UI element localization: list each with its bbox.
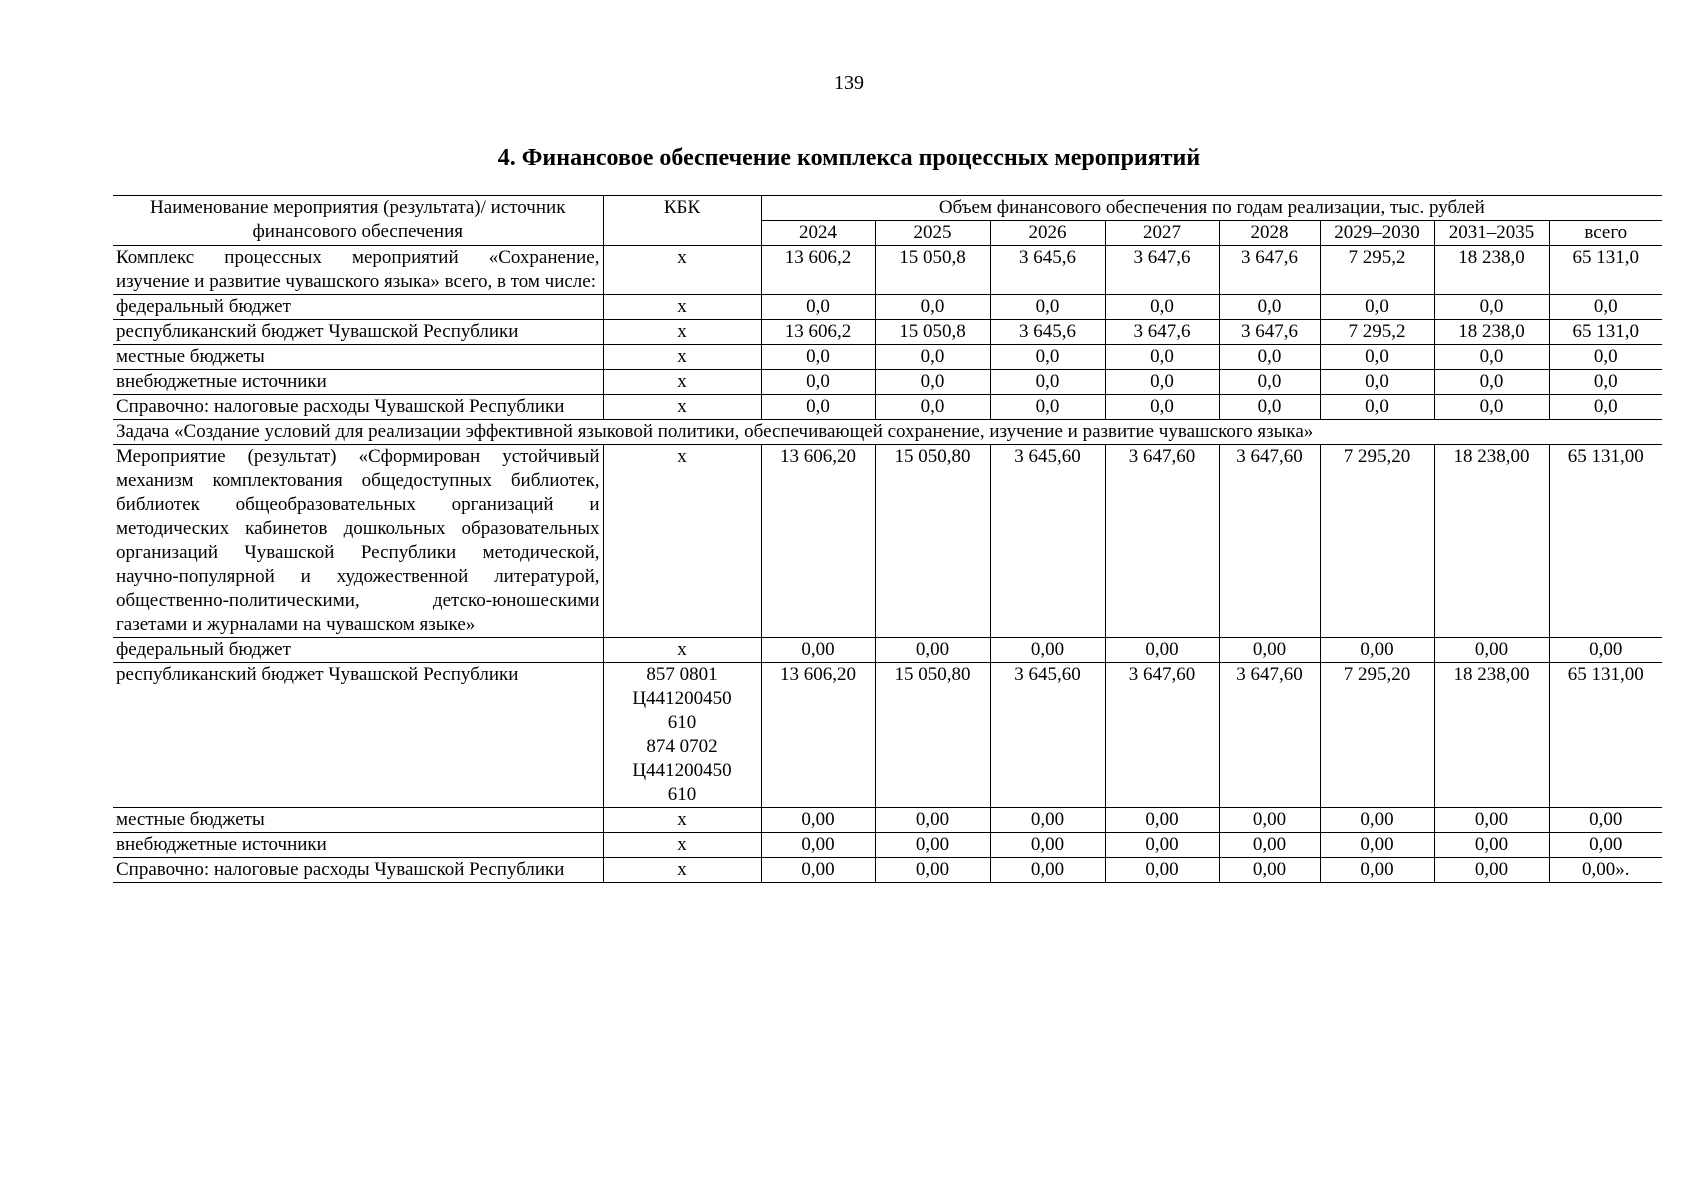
row-value: 0,00 [1105,833,1219,858]
row-value: 0,00 [1549,833,1662,858]
row-value: 0,0 [1434,295,1549,320]
table-row [113,246,1662,295]
page-number: 139 [834,72,864,94]
header-volume: Объем финансового обеспечения по годам реализации, тыс. рублей [761,196,1662,221]
row-value: 0,00 [1219,833,1320,858]
row-value: 0,0 [990,370,1105,395]
row-value: 0,00 [875,638,990,663]
kbk-line: 857 0801 [646,664,718,685]
row-value: 0,00 [1320,858,1434,883]
row-value: 0,00 [1549,638,1662,663]
row-value: 0,0 [1219,345,1320,370]
row-value: 0,00 [1434,858,1549,883]
row-value: 0,0 [875,345,990,370]
kbk-line: Ц441200450 [632,688,732,709]
row-value: 0,0 [1434,395,1549,420]
header-year: 2028 [1219,221,1320,246]
table-row [113,808,1662,833]
row-kbk: х [603,395,761,420]
row-value: 0,0 [1105,395,1219,420]
row-value: 18 238,00 [1434,445,1549,638]
header-row [113,196,1662,221]
row-name: республиканский бюджет Чувашской Республики [113,663,603,808]
row-value: 0,0 [875,370,990,395]
row-value: 65 131,0 [1549,320,1662,345]
row-value: 0,00 [1434,808,1549,833]
row-name: Справочно: налоговые расходы Чувашской Республики [113,858,603,883]
row-kbk: х [603,638,761,663]
row-value: 0,00 [1320,638,1434,663]
row-name: федеральный бюджет [113,295,603,320]
row-value: 7 295,20 [1320,445,1434,638]
row-value: 3 645,60 [990,663,1105,808]
row-value: 3 645,6 [990,320,1105,345]
row-value: 0,0 [1549,395,1662,420]
row-value: 0,0 [990,295,1105,320]
table-row [113,345,1662,370]
row-value: 0,00 [761,638,875,663]
task-title: Задача «Создание условий для реализации эффективной языковой политики, обеспечивающей сохранение, изучение и развитие чувашского языка» [113,420,1662,445]
row-name: Мероприятие (результат) «Сформирован устойчивый механизм комплектования общедоступных библиотек, библиотек общеобразовательных организаций и методических кабинетов дошкольных образовательных организаций Чувашской Республики методической, научно-популярной и художественной литературой, общественно-политическими, детско-юношескими газетами и журналами на чувашском языке» [113,445,603,638]
row-value: 0,0 [761,395,875,420]
header-name: Наименование мероприятия (результата)/ источник финансового обеспечения [113,196,603,246]
row-value: 3 645,6 [990,246,1105,295]
row-name: федеральный бюджет [113,638,603,663]
row-name: внебюджетные источники [113,370,603,395]
row-value: 0,0 [875,395,990,420]
row-value: 13 606,2 [761,320,875,345]
row-value: 0,00 [1549,808,1662,833]
row-value: 0,0 [1320,370,1434,395]
table-row [113,370,1662,395]
row-value: 0,0 [1320,395,1434,420]
kbk-line: 874 0702 [646,736,718,757]
row-value: 7 295,2 [1320,246,1434,295]
row-value: 0,0 [1549,370,1662,395]
kbk-line: Ц441200450 [632,760,732,781]
row-name: внебюджетные источники [113,833,603,858]
table-row [113,638,1662,663]
row-value: 0,00 [1434,638,1549,663]
row-value: 3 647,60 [1105,445,1219,638]
row-kbk: х [603,295,761,320]
row-value: 0,0 [761,345,875,370]
row-value: 15 050,8 [875,246,990,295]
row-value: 65 131,0 [1549,246,1662,295]
row-value: 0,0 [1320,345,1434,370]
row-value: 3 645,60 [990,445,1105,638]
row-value: 0,00 [990,638,1105,663]
row-value: 0,0 [1549,295,1662,320]
table-row [113,833,1662,858]
row-value: 13 606,20 [761,445,875,638]
row-value: 0,00 [1105,808,1219,833]
row-value: 3 647,6 [1105,320,1219,345]
row-value: 0,00 [761,833,875,858]
table-row [113,445,1662,638]
row-value: 0,00 [990,833,1105,858]
row-value: 0,0 [1219,295,1320,320]
row-value: 0,00 [990,858,1105,883]
row-value: 0,00 [1434,833,1549,858]
table-row [113,395,1662,420]
header-year: 2031–2035 [1434,221,1549,246]
row-value: 3 647,60 [1219,445,1320,638]
row-value: 15 050,80 [875,445,990,638]
header-total: всего [1549,221,1662,246]
row-value: 0,00 [761,858,875,883]
row-value: 7 295,2 [1320,320,1434,345]
row-name: местные бюджеты [113,808,603,833]
row-kbk: х [603,858,761,883]
row-value: 3 647,60 [1105,663,1219,808]
row-value: 15 050,80 [875,663,990,808]
row-kbk: х [603,833,761,858]
row-value: 0,00 [875,858,990,883]
header-year: 2024 [761,221,875,246]
row-value: 65 131,00 [1549,663,1662,808]
header-year: 2029–2030 [1320,221,1434,246]
row-value: 0,0 [1320,295,1434,320]
row-value: 0,0 [1105,370,1219,395]
row-kbk [603,663,761,808]
row-value: 0,00 [875,808,990,833]
row-value: 0,0 [1219,370,1320,395]
row-value: 18 238,0 [1434,246,1549,295]
row-kbk: х [603,370,761,395]
header-year: 2025 [875,221,990,246]
row-value: 0,00 [1105,858,1219,883]
row-value: 0,00 [1219,858,1320,883]
row-value: 0,0 [990,345,1105,370]
financing-table [113,195,1662,883]
row-value: 13 606,2 [761,246,875,295]
row-value: 0,0 [875,295,990,320]
row-value: 0,00 [1105,638,1219,663]
row-value: 13 606,20 [761,663,875,808]
row-value: 0,0 [761,295,875,320]
row-value: 15 050,8 [875,320,990,345]
row-kbk: х [603,345,761,370]
row-value: 0,0 [1105,295,1219,320]
kbk-line: 610 [667,784,697,805]
row-value: 0,0 [990,395,1105,420]
row-value: 0,00 [761,808,875,833]
row-value: 0,0 [1549,345,1662,370]
table-row [113,858,1662,883]
row-kbk: х [603,246,761,295]
table-row [113,663,1662,808]
header-kbk: КБК [603,196,761,246]
row-value: 3 647,6 [1219,320,1320,345]
table-row [113,320,1662,345]
row-value: 3 647,60 [1219,663,1320,808]
row-value: 3 647,6 [1219,246,1320,295]
row-value: 0,00 [1320,808,1434,833]
row-value: 0,0 [1219,395,1320,420]
row-value: 65 131,00 [1549,445,1662,638]
row-value: 0,00». [1549,858,1662,883]
row-value: 0,0 [1105,345,1219,370]
row-value: 18 238,00 [1434,663,1549,808]
kbk-line: 610 [667,712,697,733]
row-name: местные бюджеты [113,345,603,370]
row-value: 0,00 [1320,833,1434,858]
row-value: 0,00 [990,808,1105,833]
row-value: 0,0 [761,370,875,395]
row-value: 7 295,20 [1320,663,1434,808]
row-value: 0,0 [1434,370,1549,395]
row-kbk: х [603,445,761,638]
row-kbk: х [603,808,761,833]
row-value: 18 238,0 [1434,320,1549,345]
row-value: 0,00 [875,833,990,858]
row-value: 0,00 [1219,808,1320,833]
page-title: 4. Финансовое обеспечение комплекса процессных мероприятий [497,145,1201,171]
header-year: 2027 [1105,221,1219,246]
row-name: Справочно: налоговые расходы Чувашской Республики [113,395,603,420]
row-value: 3 647,6 [1105,246,1219,295]
row-kbk: х [603,320,761,345]
table-row [113,295,1662,320]
row-name: республиканский бюджет Чувашской Республики [113,320,603,345]
task-row [113,420,1662,445]
header-year: 2026 [990,221,1105,246]
row-value: 0,0 [1434,345,1549,370]
row-value: 0,00 [1219,638,1320,663]
row-name: Комплекс процессных мероприятий «Сохранение, изучение и развитие чувашского языка» всего, в том числе: [113,246,603,295]
